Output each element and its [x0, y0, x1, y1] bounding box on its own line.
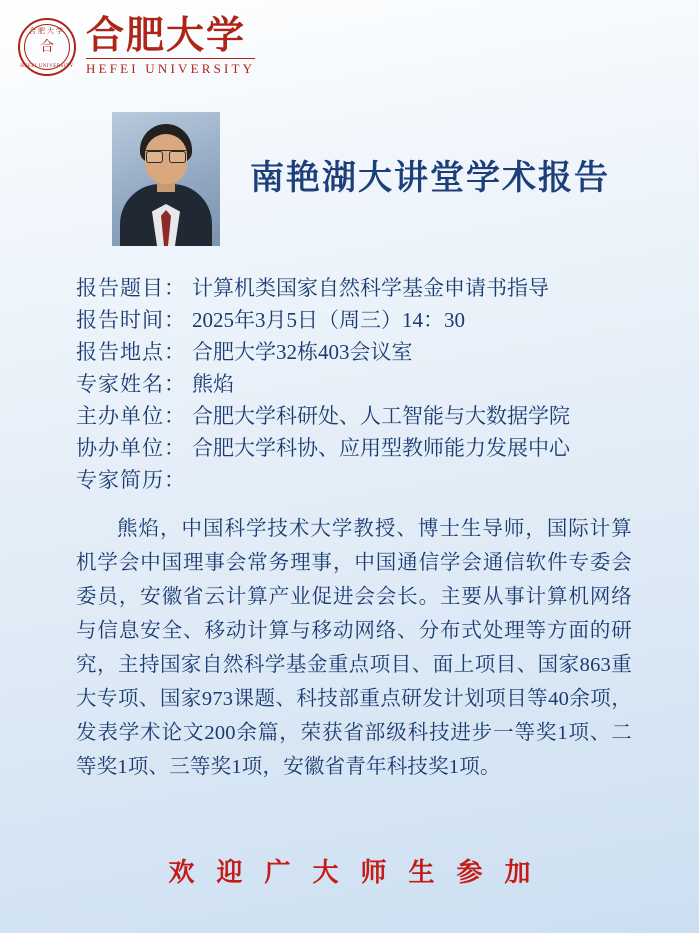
seal-top-text: 合肥大学 [29, 26, 65, 35]
info-value: 2025年3月5日（周三）14：30 [192, 308, 465, 332]
glasses-icon [146, 150, 186, 161]
info-label: 报告地点： [76, 340, 186, 364]
info-row-coorganizer [76, 432, 636, 464]
page-title: 南艳湖大讲堂学术报告 [250, 160, 610, 197]
speaker-biography: 熊焰，中国科学技术大学教授、博士生导师，国际计算机学会中国理事会常务理事，中国通信学会通信软件专委会委员，安徽省云计算产业促进会会长。主要从事计算机网络与信息安全、移动计算与移动网络、分布式处理等方面的研究，主持国家自然科学基金重点项目、面上项目、国家863重大专项、国家973课题、科技部重点研发计划项目等40余项，发表学术论文200余篇，荣获省部级科技进步一等奖1项、二等奖1项、三等奖1项，安徽省青年科技奖1项。 [76, 518, 632, 778]
hero-section [0, 112, 699, 242]
info-value: 合肥大学科研处、人工智能与大数据学院 [192, 404, 570, 428]
info-row-speaker [76, 368, 636, 400]
logo-wordmark [86, 16, 255, 77]
info-label: 主办单位： [76, 404, 186, 428]
info-list [76, 272, 636, 496]
info-row-time [76, 304, 636, 336]
logo-name-en: HEFEI UNIVERSITY [86, 58, 255, 77]
university-seal-icon [18, 18, 76, 76]
info-value: 合肥大学32栋403会议室 [192, 340, 413, 364]
university-logo [18, 16, 255, 77]
info-label: 报告时间： [76, 308, 186, 332]
seal-bottom-text: HEFEI UNIVERSITY [20, 63, 74, 69]
welcome-slogan: 欢迎广大师生参加 [168, 858, 553, 887]
info-label: 专家姓名： [76, 372, 186, 396]
info-row-bio-label [76, 464, 636, 496]
info-row-location [76, 336, 636, 368]
logo-name-cn: 合肥大学 [86, 15, 247, 57]
info-row-organizer [76, 400, 636, 432]
seal-center-text: 合 [40, 39, 54, 55]
info-row-title [76, 272, 636, 304]
info-value: 计算机类国家自然科学基金申请书指导 [192, 276, 549, 300]
info-value: 熊焰 [192, 372, 234, 396]
info-label: 报告题目： [76, 276, 186, 300]
info-value: 合肥大学科协、应用型教师能力发展中心 [192, 436, 570, 460]
speaker-photo [112, 112, 220, 246]
info-label: 专家简历： [76, 468, 186, 492]
info-label: 协办单位： [76, 436, 186, 460]
